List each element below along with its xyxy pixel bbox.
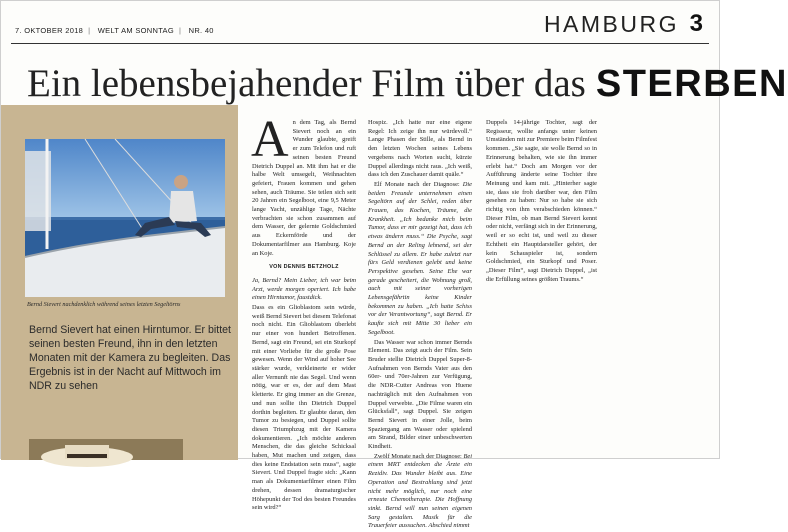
- subhead-lead: Elf Monate nach der Diagnose:: [374, 180, 460, 188]
- paragraph: [368, 339, 472, 452]
- issue-date: 7. OKTOBER 2018: [15, 26, 84, 35]
- header-divider: [11, 43, 709, 44]
- paragraph-text: Bei einem MRT entdecken die Ärzte ein Rezidiv. Das Wunder bleibt aus. Eine Operation und Bestrahlung sind jetzt nicht mehr möglich, nur noch eine erneute Chemotherapie. Die Hoffnung sinkt. Bernd will nun seinen eigenen Sarg gestalten. Musik für die Trauerfeier aussuchen. Abschied nimmt: [368, 452, 472, 530]
- teaser-text: Bernd Sievert hat einen Hirntumor. Er bittet seinen besten Freund, ihn in den letzten Monaten mit der Kamera zu begleiten. Das Ergebnis ist in der Nacht auf Mittwoch im NDR zu sehen: [29, 324, 231, 392]
- teaser-panel: [1, 105, 238, 460]
- article-column-2: [368, 119, 472, 532]
- section-title: HAMBURG: [543, 11, 679, 37]
- headline-emphasis: STERBEN: [595, 63, 788, 105]
- paragraph: Hospiz. „Ich hatte nur eine eigene Regel: Ich zeige ihn nur würdevoll.“ Lange Phasen der Stille, als Bernd in den letzten Wochen seines Lebens vergebens nach Worten sucht, kürzte Duppel allerdings nicht raus. „Ich weiß, dass ich den Zuschauer damit quäle.“: [368, 119, 472, 179]
- paragraph: Duppels 14-jährige Tochter, sagt der Regisseur, wollte anfangs unter keinen Umständen mit zur Premiere beim Filmfest kommen. „Sie sagte, sie wolle Bernd so in Erinnerung behalten, wie sie ihn immer erlebt hat.“ Doch am Morgen vor der Aufführung änderte seine Tochter ihre Meinung und kam mit. „Hinterher sagte sie, dass sie froh darüber war, den Film gesehen zu haben: Nur so habe sie sich richtig von ihm verabschieden können.“ Dieser Film, ob man Bernd Sievert kennt oder nicht, verfängt sich in der Erinnerung, weil er so echt ist, und weil zu dieser Echtheit ein Hauptdarsteller gehört, der kein Schauspieler ist, sondern Goldschmied, ein Sturkopf und Poser. „Dieser Film“, sagt Dietrich Duppel, „ist die Erfüllung seines größten Traums.“: [486, 119, 597, 283]
- article-headline: [27, 61, 788, 106]
- subhead-lead: Zwölf Monate nach der Diagnose:: [374, 452, 462, 460]
- issue-number: NR. 40: [188, 26, 214, 35]
- portrait-photo: [29, 439, 183, 460]
- drop-cap: A: [251, 111, 289, 168]
- page-header: [11, 5, 709, 45]
- sailing-photo: [25, 139, 225, 297]
- paper-name: WELT AM SONNTAG: [97, 26, 174, 35]
- byline: VON DENNIS BETZHOLZ: [269, 264, 339, 271]
- paragraph-diagnosis-11: [368, 181, 472, 338]
- paragraph: Dass es ein Glioblastom sein würde, weiß Bernd Sievert bei diesem Telefonat noch nicht. Ein Glioblastom überlebt nur einer von hundert Betroffenen. Bernd, sagt ein Freund, sei ein Sturkopf mit einer Vorliebe für die große Pose gewesen. Wenn der Wind auf hoher See stärker wurde, verkleinerte er wider aller Vernunft nie das Segel. Und wenn nötig, war er es, der auf dem Mast kletterte. Er ging immer an die Grenze, und nun sollte ihn Dietrich Duppel dorthin begleiten. Er glaubte daran, den Tumor zu besiegen, und Duppel sollte diesen Triumphzug mit der Kamera dokumentieren. „Ich möchte anderen Menschen, die das gleiche Schicksal haben, Mut machen und zeigen, dass dies keine Endstation sein muss“, sagte Sievert. Und Duppel fragte sich: „Kann man als Dokumentarfilmer einen Film drehen, dessen dramaturgischer Höhepunkt der Tod des besten Freundes sein wird?“: [252, 304, 356, 512]
- phone-quote: Ja, Bernd? Mein Lieber, ich war beim Arzt, werde morgen operiert. Ich habe einen Hirntumor, faustdick.: [252, 276, 356, 302]
- article-intro: n dem Tag, als Bernd Sievert noch an ein Wunder glaubte, greift er zum Telefon und ruft seinen besten Freund Dietrich Duppel an. Mit ihm hat er die halbe Welt umsegelt, Weihnachten gefeiert, Frauen kommen und gehen sehen, auch Träume. Sie teilen sich seit 20 Jahren ein Segelboot, eine 9,5 Meter lange Yacht, unzählige Tage, Nächte verbrachten sie schon zusammen auf dem Wasser, der gelernte Goldschmied aus Eckernförde und der Dokumentarfilmer aus Hamburg. Koje an Koje.: [252, 119, 356, 257]
- article-column-3: [486, 119, 597, 285]
- page-number: 3: [689, 10, 703, 37]
- headline-text: Ein lebensbejahender Film über das: [27, 62, 586, 105]
- photo-caption: Bernd Sievert nachdenklich während seines letzten Segeltörns: [27, 301, 181, 308]
- paragraph-text: Das Wasser war schon immer Bernds Element. Das zeigt auch der Film. Sein Bruder stellte Dietrich Duppel Super-8-Aufnahmen von Bernds Vater aus den 60er- und 70er-Jahren zur Verfügung, die NDR-Cutter Andreas von Huene nachträglich mit den Aufnahmen von Duppel verwebte. „Die Filme waren ein Glücksfall“, sagt Duppel. Sie zeigen Bernd Sievert in einer Jolle, beim Spaziergang am Wasser oder spielend am Strand, Bilder einer unbeschwerten Kindheit.: [368, 338, 472, 451]
- paragraph-diagnosis-12: [368, 453, 472, 531]
- paragraph-text: Die beiden Freunde unternehmen einen Segeltörn auf der Schlei, reden über Frauen, das Kochen, Träume, die Krankheit. „Ich bedanke mich beim Tumor, dass er mir gezeigt hat, dass ich etwas ändern muss.“ Die Psyche, sagt Bernd an der Reling lehnend, sei der Schlüssel zu allem. Er habe zuletzt nur fürs Geld verdienen gelebt und keine Perspektive gesehen. Seine Ehe war gerade gescheitert, die Wohnung groß, auch mit seiner vorherigen Lebensgefährtin keine Kinder bekommen zu haben. „Ich hatte Schiss vor der Verantwortung“, sagt Bernd. Er kaufte sich mit Mitte 30 lieber ein Segelboot.: [368, 180, 472, 336]
- issue-meta: 7. OKTOBER 2018 | WELT AM SONNTAG | NR. 40: [15, 26, 214, 35]
- article-column-1: [251, 111, 356, 514]
